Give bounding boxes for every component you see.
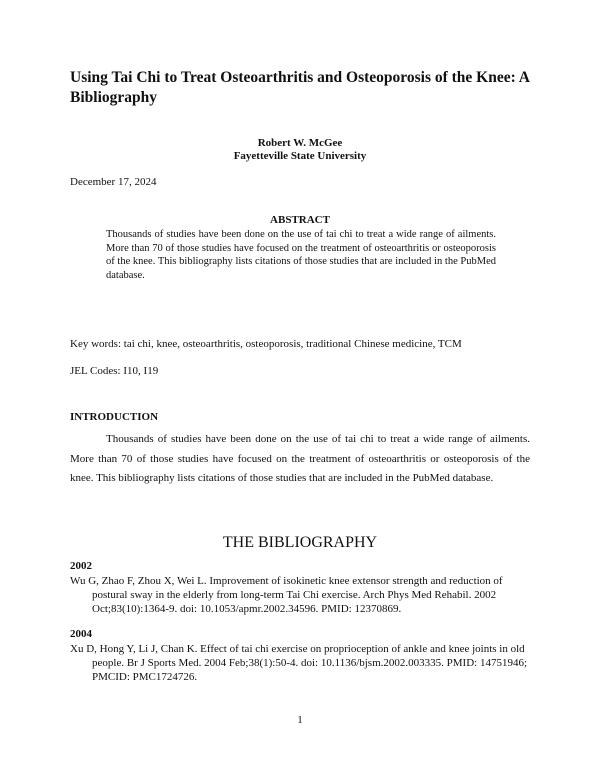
page-number: 1 — [297, 714, 303, 726]
abstract-heading: ABSTRACT — [270, 214, 330, 226]
bibliography-entry: Xu D, Hong Y, Li J, Chan K. Effect of tai chi exercise on proprioception of ankle and knee joints in old people. Br J Sports Med. 2004 Feb;38(1):50-4. doi: 10.1136/bjsm.2002.003335. PMID: 14751946; PMCID: PMC1724726. — [70, 643, 528, 683]
abstract-text: Thousands of studies have been done on the use of tai chi to treat a wide range of ailments. More than 70 of those studies have focused on the treatment of osteoarthritis or osteoporosis of the knee. This bibliography lists citations of those studies that are included in the PubMed database. — [106, 229, 496, 281]
introduction-heading: INTRODUCTION — [70, 411, 159, 423]
bibliography-year: 2002 — [70, 560, 92, 572]
introduction-text: Thousands of studies have been done on the use of tai chi to treat a wide range of ailments. More than 70 of those studies have focused on the treatment of osteoarthritis or osteoporosis of the knee. This bibliography lists citations of those studies that are included in the PubMed database. — [70, 433, 530, 484]
jel-codes-line: JEL Codes: I10, I19 — [70, 365, 159, 377]
keywords-line: Key words: tai chi, knee, osteoarthritis, osteoporosis, traditional Chinese medicine, TCM — [70, 338, 462, 350]
paper-title: Using Tai Chi to Treat Osteoarthritis and Osteoporosis of the Knee: A Bibliography — [70, 69, 530, 106]
bibliography-year: 2004 — [70, 628, 92, 640]
publication-date: December 17, 2024 — [70, 176, 157, 188]
author-affiliation: Fayetteville State University — [233, 150, 367, 162]
bibliography-heading: THE BIBLIOGRAPHY — [222, 534, 378, 551]
bibliography-entry: Wu G, Zhao F, Zhou X, Wei L. Improvement of isokinetic knee extensor strength and reduction of postural sway in the elderly from long-term Tai Chi exercise. Arch Phys Med Rehabil. 2002 Oct;83(10):1364-9. doi: 10.1053/apmr.2002.34596. PMID: 12370869. — [70, 575, 503, 615]
author-name: Robert W. McGee — [257, 137, 343, 149]
